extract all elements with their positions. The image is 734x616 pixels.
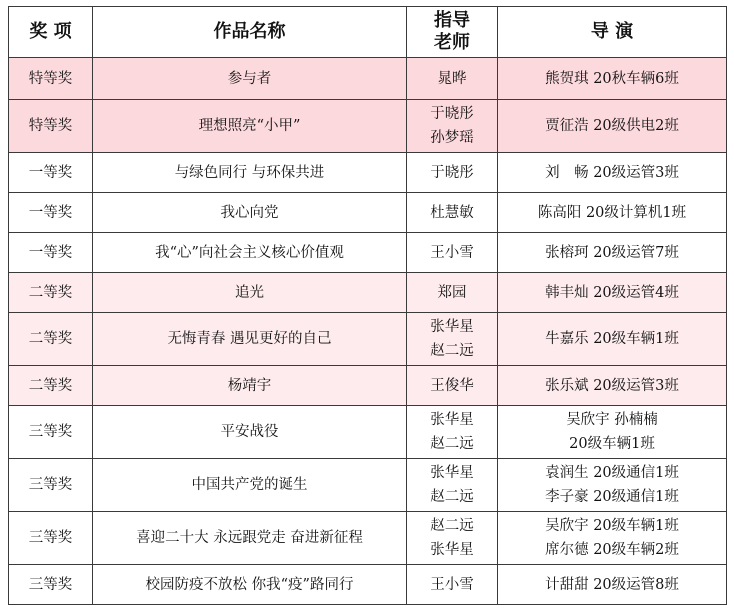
work-title-cell: 平安战役 bbox=[93, 406, 407, 459]
director-entry: 计甜甜 20级运管8班 bbox=[545, 576, 679, 593]
table-row bbox=[9, 273, 727, 313]
director-entry: 袁润生 20级通信1班 bbox=[545, 465, 679, 481]
director-entry: 吴欣宇 孙楠楠 bbox=[566, 412, 658, 428]
table-body bbox=[9, 58, 727, 605]
teacher-cell bbox=[407, 313, 498, 366]
teacher-name: 赵二远 bbox=[430, 518, 474, 534]
award-cell: 三等奖 bbox=[9, 512, 93, 565]
award-cell: 三等奖 bbox=[9, 459, 93, 512]
director-cell bbox=[498, 153, 727, 193]
teacher-cell bbox=[407, 366, 498, 406]
table-row bbox=[9, 100, 727, 153]
teacher-name: 于晓彤 bbox=[430, 164, 474, 181]
director-entry: 熊贺琪 20秋车辆6班 bbox=[545, 70, 679, 87]
teacher-cell bbox=[407, 406, 498, 459]
director-entry: 韩丰灿 20级运管4班 bbox=[545, 284, 679, 301]
header-director: 导 演 bbox=[498, 7, 727, 58]
award-cell: 二等奖 bbox=[9, 366, 93, 406]
director-entry: 张乐斌 20级运管3班 bbox=[545, 377, 679, 394]
table-row bbox=[9, 58, 727, 100]
header-award: 奖 项 bbox=[9, 7, 93, 58]
teacher-name: 孙梦瑶 bbox=[430, 130, 474, 146]
teacher-name: 王小雪 bbox=[430, 244, 474, 261]
table-row bbox=[9, 233, 727, 273]
header-work: 作品名称 bbox=[93, 7, 407, 58]
director-entry: 李子豪 20级通信1班 bbox=[545, 489, 679, 505]
table-row bbox=[9, 153, 727, 193]
teacher-name: 张华星 bbox=[430, 465, 474, 481]
director-cell bbox=[498, 233, 727, 273]
teacher-name: 张华星 bbox=[430, 319, 474, 335]
work-title-cell: 与绿色同行 与环保共进 bbox=[93, 153, 407, 193]
teacher-cell bbox=[407, 58, 498, 100]
director-cell bbox=[498, 565, 727, 605]
teacher-name: 郑园 bbox=[437, 284, 467, 301]
work-title-cell: 我“心”向社会主义核心价值观 bbox=[93, 233, 407, 273]
table-row bbox=[9, 406, 727, 459]
header-teacher-line: 指导 bbox=[434, 10, 470, 31]
director-entry: 贾征浩 20级供电2班 bbox=[545, 118, 679, 134]
work-title-cell: 喜迎二十大 永远跟党走 奋进新征程 bbox=[93, 512, 407, 565]
director-cell bbox=[498, 512, 727, 565]
teacher-name: 赵二远 bbox=[430, 436, 474, 452]
award-cell: 三等奖 bbox=[9, 406, 93, 459]
teacher-cell bbox=[407, 193, 498, 233]
teacher-name: 张华星 bbox=[430, 542, 474, 558]
work-title-cell: 我心向党 bbox=[93, 193, 407, 233]
award-cell: 二等奖 bbox=[9, 313, 93, 366]
director-cell bbox=[498, 100, 727, 153]
table-row bbox=[9, 366, 727, 406]
work-title-cell: 理想照亮“小甲” bbox=[93, 100, 407, 153]
director-cell bbox=[498, 273, 727, 313]
teacher-name: 赵二远 bbox=[430, 489, 474, 505]
teacher-cell bbox=[407, 459, 498, 512]
teacher-cell bbox=[407, 153, 498, 193]
teacher-name: 于晓彤 bbox=[430, 106, 474, 122]
teacher-name: 王小雪 bbox=[430, 576, 474, 593]
award-cell: 一等奖 bbox=[9, 233, 93, 273]
award-cell: 一等奖 bbox=[9, 193, 93, 233]
award-cell: 特等奖 bbox=[9, 58, 93, 100]
teacher-name: 晁晔 bbox=[437, 70, 467, 87]
director-cell bbox=[498, 193, 727, 233]
table-row bbox=[9, 313, 727, 366]
work-title-cell: 校园防疫不放松 你我“疫”路同行 bbox=[93, 565, 407, 605]
award-table bbox=[8, 6, 727, 605]
director-entry: 张榕珂 20级运管7班 bbox=[545, 244, 679, 261]
director-cell bbox=[498, 58, 727, 100]
director-cell bbox=[498, 366, 727, 406]
teacher-name: 赵二远 bbox=[430, 343, 474, 359]
header-teacher-line: 老师 bbox=[434, 32, 470, 53]
award-cell: 特等奖 bbox=[9, 100, 93, 153]
director-entry: 陈高阳 20级计算机1班 bbox=[537, 204, 687, 221]
director-entry: 刘 畅 20级运管3班 bbox=[545, 164, 679, 181]
teacher-cell bbox=[407, 100, 498, 153]
work-title-cell: 无悔青春 遇见更好的自己 bbox=[93, 313, 407, 366]
work-title-cell: 中国共产党的诞生 bbox=[93, 459, 407, 512]
table-row bbox=[9, 565, 727, 605]
director-entry: 20级车辆1班 bbox=[569, 436, 655, 452]
award-cell: 三等奖 bbox=[9, 565, 93, 605]
work-title-cell: 杨靖宇 bbox=[93, 366, 407, 406]
work-title-cell: 追光 bbox=[93, 273, 407, 313]
director-cell bbox=[498, 459, 727, 512]
teacher-cell bbox=[407, 565, 498, 605]
director-cell bbox=[498, 406, 727, 459]
award-cell: 二等奖 bbox=[9, 273, 93, 313]
work-title-cell: 参与者 bbox=[93, 58, 407, 100]
table-row bbox=[9, 193, 727, 233]
director-entry: 席尔德 20级车辆2班 bbox=[545, 542, 679, 558]
director-cell bbox=[498, 313, 727, 366]
director-entry: 吴欣宇 20级车辆1班 bbox=[545, 518, 679, 534]
director-entry: 牛嘉乐 20级车辆1班 bbox=[545, 331, 679, 347]
teacher-cell bbox=[407, 273, 498, 313]
teacher-name: 杜慧敏 bbox=[430, 204, 474, 221]
header-row bbox=[9, 7, 727, 58]
teacher-name: 张华星 bbox=[430, 412, 474, 428]
header-teacher bbox=[407, 7, 498, 58]
teacher-cell bbox=[407, 512, 498, 565]
table-row bbox=[9, 459, 727, 512]
teacher-name: 王俊华 bbox=[430, 377, 474, 394]
teacher-cell bbox=[407, 233, 498, 273]
table-row bbox=[9, 512, 727, 565]
award-cell: 一等奖 bbox=[9, 153, 93, 193]
